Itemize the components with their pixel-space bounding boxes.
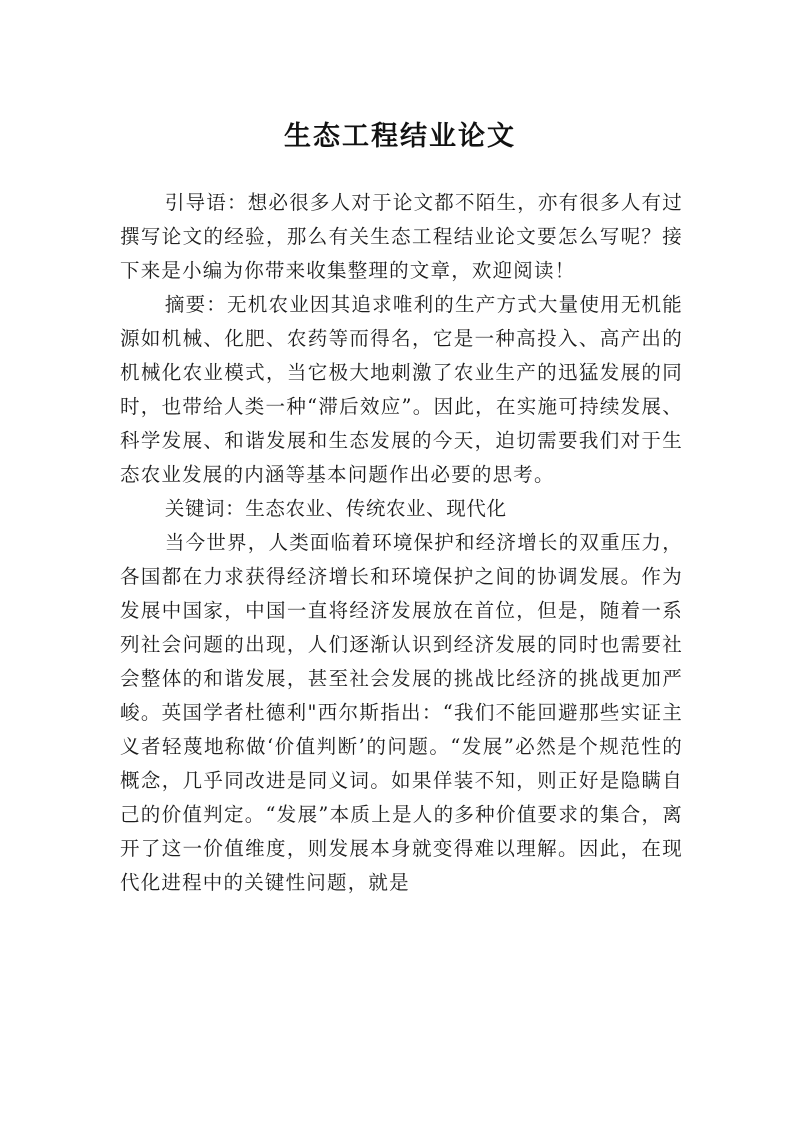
document-title: 生态工程结业论文 [284, 121, 516, 153]
document-body [120, 186, 683, 900]
keywords-paragraph: 关键词：生态农业、传统农业、现代化 [164, 497, 507, 520]
intro-paragraph: 引导语：想必很多人对于论文都不陌生，亦有很多人有过撰写论文的经验，那么有关生态工程结业论文要怎么写呢？接下来是小编为你带来收集整理的文章，欢迎阅读！ [120, 191, 683, 282]
abstract-paragraph: 摘要：无机农业因其追求唯利的生产方式大量使用无机能源如机械、化肥、农药等而得名，它是一种高投入、高产出的机械化农业模式，当它极大地刺激了农业生产的迅猛发展的同时，也带给人类一种“滞后效应”。因此，在实施可持续发展、科学发展、和谐发展和生态发展的今天，迫切需要我们对于生态农业发展的内涵等基本问题作出必要的思考。 [120, 293, 683, 486]
body-paragraph: 当今世界，人类面临着环境保护和经济增长的双重压力，各国都在力求获得经济增长和环境保护之间的协调发展。作为发展中国家，中国一直将经济发展放在首位，但是，随着一系列社会问题的出现，人们逐渐认识到经济发展的同时也需要社会整体的和谐发展，甚至社会发展的挑战比经济的挑战更加严峻。英国学者杜德利"西尔斯指出：“我们不能回避那些实证主义者轻蔑地称做‘价值判断’的问题。“发展”必然是个规范性的概念，几乎同改进是同义词。如果佯装不知，则正好是隐瞒自己的价值判定。“发展”本质上是人的多种价值要求的集合，离开了这一价值维度，则发展本身就变得难以理解。因此，在现代化进程中的关键性问题，就是 [120, 531, 683, 894]
